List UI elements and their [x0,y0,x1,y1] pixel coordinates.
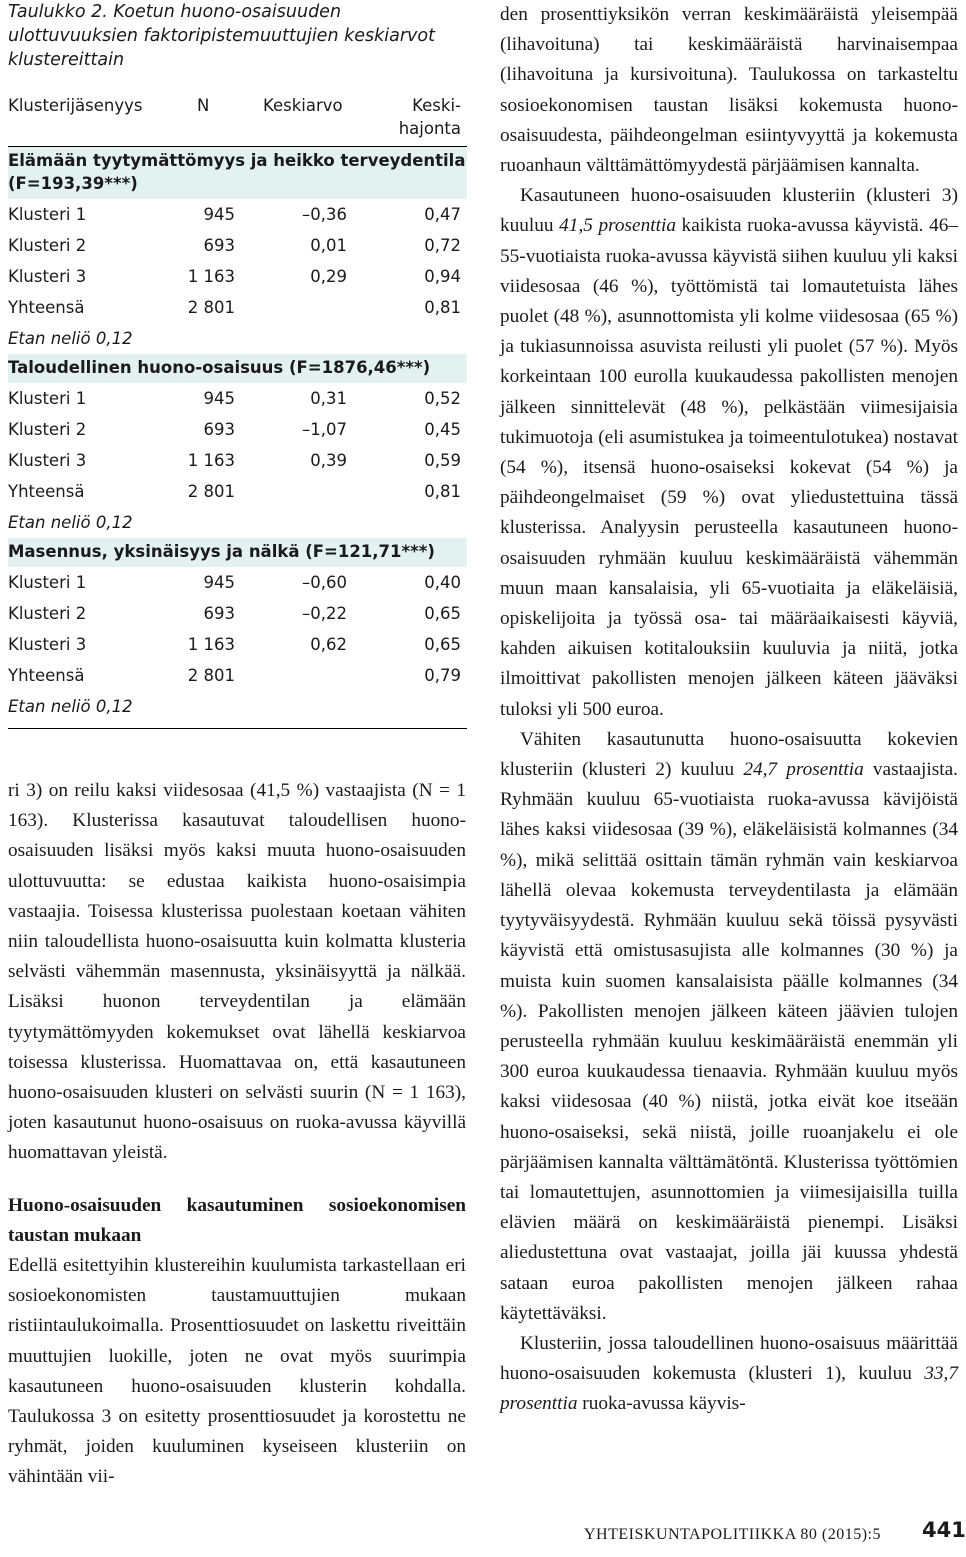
table-header [8,88,467,147]
row-mean: 0,62 [310,635,347,654]
row-n: 945 [203,573,235,592]
row-mean: –0,22 [302,604,347,623]
row-label: Yhteensä [8,298,85,317]
row-n: 693 [203,604,235,623]
table-row [8,292,467,323]
row-mean: –1,07 [302,420,347,439]
header-sd-line2: hajonta [398,119,461,138]
eta-squared-label: Etan neliö 0,12 [8,697,133,716]
data-table [8,88,467,729]
header-sd-line1: Keski- [412,96,461,115]
row-sd: 0,45 [424,420,461,439]
row-n: 2 801 [187,298,235,317]
right-p3-text-a: Vähiten kasautunutta huono-osaisuutta kokevien klusteriin (klusteri 2) kuuluu [500,728,958,781]
header-mean: Keskiarvo [263,96,343,115]
row-mean: 0,31 [310,389,347,408]
table-row [8,261,467,292]
right-paragraph-1: den prosenttiyksikön verran keskimääräistä yleisempää (lihavoituna) tai keskimääräistä harvinaisempaa (lihavoituna ja kursivoituna). Taulukossa on tarkasteltu sosioekonomisen taustan lisäksi kokemusta huono-osaisuudesta, päihdeongelman esiintyvyyttä ja kokemusta ruoanhaun välttämättömyydestä pärjäämisen kannalta. [500,4,958,177]
row-sd: 0,65 [424,604,461,623]
row-label: Klusteri 3 [8,267,87,286]
row-label: Klusteri 1 [8,573,87,592]
section-heading: Huono-osaisuuden kasautuminen sosioekonomisen taustan mukaan [8,1194,466,1246]
header-n: N [197,96,210,115]
table-row [8,445,467,476]
table-row [8,230,467,261]
row-label: Yhteensä [8,482,85,501]
row-sd: 0,59 [424,451,461,470]
right-p4-emphasis: 33,7 prosenttia [500,1363,958,1415]
table-row [8,383,467,414]
table-row [8,567,467,598]
row-n: 693 [203,420,235,439]
right-p2-text-b: kaikista ruoka-avussa käyvistä. 46–55-vuotiaista ruoka-avussa käyvistä siihen kuuluu yli kaksi viidesosaa (46 %), työttömistä tai lomautetuista lähes puolet (48 %), asunnottomista yli kolme viidesosaa (65 %) ja tukiasunnoissa asuvista reilusti yli puolet (57 %). Myös korkeintaan 100 eurolla kuukaudessa pakollisten menojen jälkeen sinnittelevät (48 %), pelkästään viimesijaisia tukimuotoja (eli asumistukea ja toimeentulotukea) nostavat (54 %), itsensä huono-osaiseksi kokevat (54 %) ja päihdeongelmaiset (59 %) ovat yliedustettuina tässä klusterissa. Analyysin perusteella kasautuneen huono-osaisuuden ryhmään kuuluu keskimääräistä vähemmän muun maan kansalaisia, yli 65-vuotiaita ja eläkeläisiä, opiskelijoita ja työssä osa- tai määräaikaisesti käyviä, kahden aikuisen kotitalouksiin kuuluvia ja niitä, jotka ilmoittivat pakollisten menojen jälkeen käteen jääväksi tuloksi yli 500 euroa. [500,215,958,720]
table-row [8,660,467,691]
right-p2-text-a: Kasautuneen huono-osaisuuden klusteriin (klusteri 3) kuuluu [500,185,958,237]
row-mean: 0,29 [310,267,347,286]
row-label: Klusteri 2 [8,604,87,623]
row-label: Klusteri 3 [8,635,87,654]
left-paragraph-1: ri 3) on reilu kaksi viidesosaa (41,5 %) vastaajista (N = 1 163). Klusterissa kasautuvat taloudellisen huono-osaisuuden lisäksi myös kaksi muuta huono-osaisuuden ulottuvuutta: se edustaa kaikista huono-osaisimpia vastaajia. Toisessa klusterissa puolestaan koetaan vähiten niin taloudellista huono-osaisuutta kuin kolmatta klusteria selvästi vähemmän masennusta, yksinäisyyttä ja nälkää. Lisäksi huonon terveydentilan ja elämään tyytymättömyyden kokemukset ovat lähellä keskiarvoa toisessa klusterissa. Huomattavaa on, että kasautuneen huono-osaisuuden klusteri on selvästi suurin (N = 1 163), joten kasautunut huono-osaisuus on ruoka-avussa käyvillä huomattavan yleistä. [8,780,466,1164]
row-n: 1 163 [187,635,235,654]
eta-squared [8,323,467,354]
eta-squared [8,691,467,722]
row-sd: 0,72 [424,236,461,255]
table-bottom-rule [8,722,467,729]
row-sd: 0,47 [424,205,461,224]
left-column-text [8,776,466,1493]
right-paragraph-3 [500,725,958,1329]
row-mean: –0,60 [302,573,347,592]
group-heading: Taloudellinen huono-osaisuus (F=1876,46***) [8,354,467,383]
table-row [8,598,467,629]
journal-footer: YHTEISKUNTAPOLITIIKKA 80 (2015):5 [584,1526,881,1543]
row-sd: 0,52 [424,389,461,408]
right-p4-text-a: Klusteriin, jossa taloudellinen huono-osaisuus määrittää huono-osaisuuden kokemusta (klusteri 1), kuuluu [500,1332,958,1385]
right-paragraph-2 [500,181,958,725]
table-row [8,629,467,660]
right-p2-emphasis: 41,5 prosenttia [559,215,676,237]
row-n: 945 [203,389,235,408]
row-sd: 0,40 [424,573,461,592]
eta-squared [8,507,467,538]
row-label: Klusteri 2 [8,236,87,255]
row-label: Klusteri 1 [8,389,87,408]
eta-squared-label: Etan neliö 0,12 [8,329,133,348]
row-sd: 0,65 [424,635,461,654]
right-p3-emphasis: 24,7 prosenttia [743,759,864,781]
eta-squared-label: Etan neliö 0,12 [8,513,133,532]
row-sd: 0,94 [424,267,461,286]
table-row [8,199,467,230]
row-sd: 0,81 [424,482,461,501]
row-n: 1 163 [187,451,235,470]
right-paragraph-4 [500,1329,958,1420]
row-sd: 0,81 [424,298,461,317]
header-cluster: Klusterijäsenyys [8,96,143,115]
row-n: 693 [203,236,235,255]
table-body [8,147,467,722]
row-mean: 0,39 [310,451,347,470]
row-label: Klusteri 3 [8,451,87,470]
row-mean: –0,36 [302,205,347,224]
left-paragraph-2: Edellä esitettyihin klustereihin kuulumista tarkastellaan eri sosioekonomisten taustamuuttujien mukaan ristiintaulukoimalla. Prosenttiosuudet on laskettu riveittäin muuttujien luokille, joten ne ovat myös suurimpia kasautuneen huono-osaisuuden klusterin kohdalla. Taulukossa 3 on esitetty prosenttiosuudet ja korostettu ne ryhmät, joiden kuuluminen kyseiseen klusteriin on vähintään vii- [8,1255,466,1488]
group-heading: Masennus, yksinäisyys ja nälkä (F=121,71***) [8,538,467,567]
row-mean: 0,01 [310,236,347,255]
row-sd: 0,79 [424,666,461,685]
row-label: Yhteensä [8,666,85,685]
row-label: Klusteri 1 [8,205,87,224]
row-n: 2 801 [187,482,235,501]
table-row [8,414,467,445]
right-p4-text-b: ruoka-avussa käyvis- [577,1393,746,1415]
table-row [8,476,467,507]
page-number: 441 [922,1518,966,1542]
row-n: 2 801 [187,666,235,685]
row-label: Klusteri 2 [8,420,87,439]
row-n: 945 [203,205,235,224]
table-caption: Taulukko 2. Koetun huono-osaisuuden ulottuvuuksien faktoripistemuuttujien keskiarvot klustereittain [8,2,435,70]
row-n: 1 163 [187,267,235,286]
right-column-text [500,0,958,1420]
right-p3-text-b: vastaajista. Ryhmään kuuluu 65-vuotiaista ruoka-avussa kävijöistä lähes kaksi viidesosaa (39 %), eläkeläisistä kolmannes (34 %), mikä selittää osittain tämän ryhmän vain keskiarvoa lähellä olevaa kokemusta terveydentilasta ja elämään tyytyväisyydestä. Ryhmään kuuluu sekä töissä pysyvästi käyvistä että omistusasujista alle kolmannes (30 %) ja muista kuin suomen kansalaisista päälle kolmannes (34 %). Pakollisten menojen jälkeen käteen jäävien tulojen perusteella ryhmään kuuluu keskimääräistä enemmän yli 300 euroa kuukaudessa tienaavia. Ryhmään kuuluu myös kaksi viidesosaa (40 %) niistä, jotka eivät koe itseään huono-osaiseksi, sekä niistä, joille ruoanjakelu ei ole pärjäämisen kannalta välttämätöntä. Klusterissa työttömien tai lomautettujen, asunnottomien ja viimesijaisilla tuilla elävien määrä on keskimääräistä pienempi. Lisäksi aliedustettuna ovat vastaajat, joilla jäi kuussa yhdestä sataan euroa pakollisten menojen jälkeen rahaa käytettäväksi. [500,759,958,1324]
group-heading: Elämään tyytymättömyys ja heikko terveydentila (F=193,39***) [8,147,467,199]
